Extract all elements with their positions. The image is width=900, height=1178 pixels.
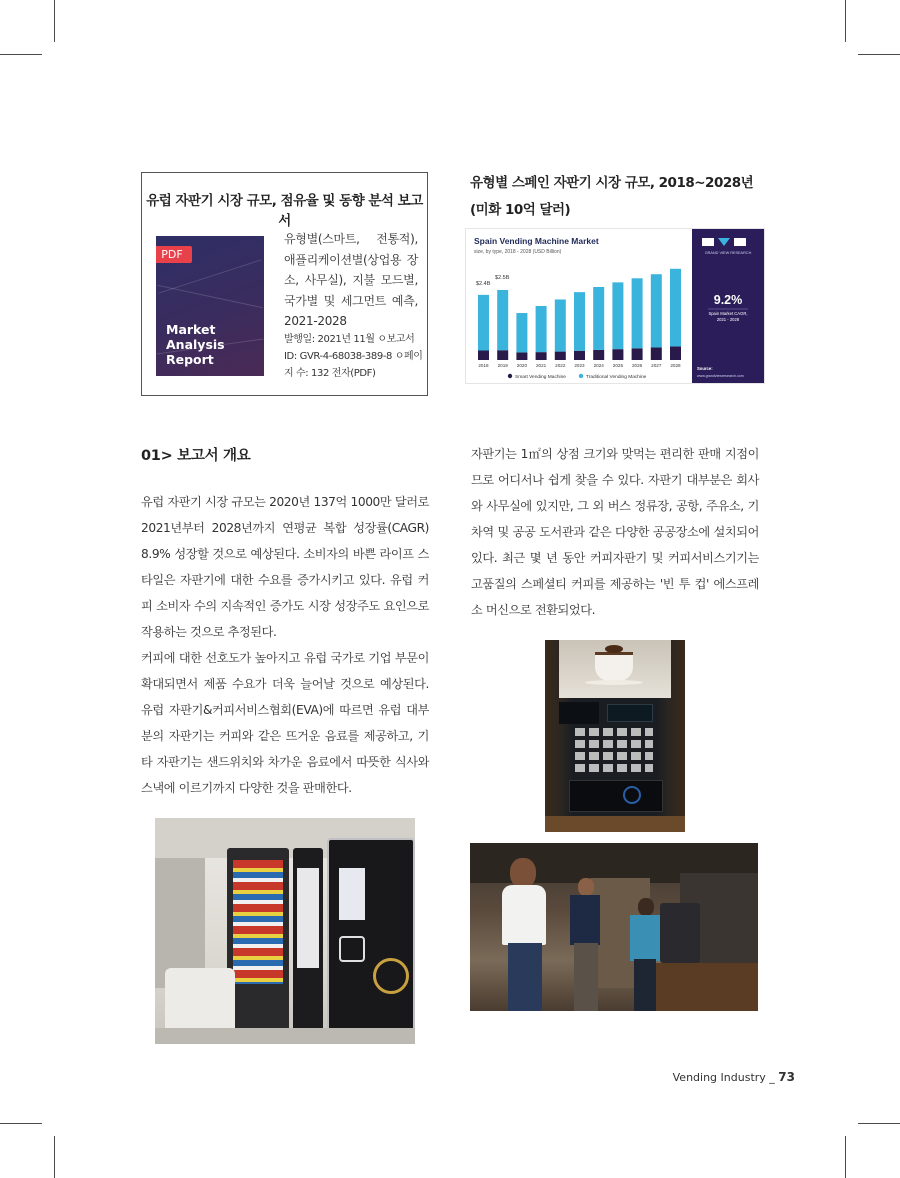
left-column-text: [141, 489, 429, 801]
bar-smart-2026: [632, 348, 643, 360]
crop-mark: [54, 0, 55, 42]
brand-name: GRAND VIEW RESEARCH: [704, 251, 752, 255]
data-label: $2.4B: [476, 281, 491, 287]
report-cover-image: [156, 236, 264, 376]
x-tick-label: 2018: [478, 363, 489, 368]
legend-label-traditional: Traditional Vending Machine: [586, 375, 647, 380]
report-description: 유형별(스마트, 전통적), 애플리케이션별(상업용 장소, 사무실), 지불 모드별, 국가별 및 세그먼트 예측, 2021-2028: [284, 232, 418, 328]
section-heading: 01> 보고서 개요: [141, 448, 251, 464]
bar-smart-2028: [670, 346, 681, 360]
crop-mark: [54, 1136, 55, 1178]
crop-mark: [858, 1123, 900, 1124]
bar-traditional-2027: [651, 274, 662, 347]
bar-traditional-2020: [516, 313, 527, 352]
x-tick-label: 2020: [516, 363, 528, 368]
bar-traditional-2024: [593, 287, 604, 350]
bar-smart-2025: [612, 349, 623, 360]
chart-canvas: [466, 229, 764, 383]
bar-smart-2021: [536, 352, 547, 360]
vending-machines-photo: [155, 818, 415, 1044]
page-footer: [673, 1070, 795, 1084]
crop-mark: [845, 0, 846, 42]
bar-traditional-2023: [574, 292, 585, 351]
bar-traditional-2028: [670, 269, 681, 347]
office-coffee-people-photo: [470, 843, 758, 1011]
bar-smart-2020: [516, 352, 527, 360]
bar-traditional-2026: [632, 278, 643, 348]
crop-mark: [845, 1136, 846, 1178]
cagr-period: 2021 - 2028: [716, 317, 740, 322]
crop-mark: [0, 1123, 42, 1124]
pdf-badge: PDF: [156, 246, 192, 263]
cagr-label: Spain Market CAGR,: [708, 311, 748, 316]
report-info-box: [141, 172, 428, 396]
bar-smart-2019: [497, 350, 508, 360]
x-tick-label: 2021: [535, 363, 547, 368]
x-tick-label: 2022: [555, 363, 566, 368]
data-label: $2.5B: [495, 275, 510, 281]
x-tick-label: 2028: [670, 363, 681, 368]
coffee-vending-machine-photo: [545, 640, 685, 832]
legend-label-smart: Smart Vending Machine: [515, 375, 566, 380]
bar-smart-2022: [555, 352, 566, 360]
x-tick-label: 2027: [651, 363, 662, 368]
crop-mark: [0, 54, 42, 55]
footer-label: Vending Industry _: [672, 1071, 775, 1084]
x-tick-label: 2019: [497, 363, 508, 368]
right-column-text: [471, 441, 759, 623]
bar-smart-2024: [593, 350, 604, 360]
bar-smart-2027: [651, 348, 662, 360]
source-url: www.grandviewresearch.com: [697, 374, 744, 378]
x-tick-label: 2025: [612, 363, 624, 368]
cover-title: Market Analysis Report: [166, 322, 225, 367]
bar-traditional-2019: [497, 290, 508, 350]
paragraph: 자판기는 1㎡의 상점 크기와 맞먹는 편리한 판매 지점이므로 어디서나 쉽게 찾을 수 있다. 자판기 대부분은 회사와 사무실에 있지만, 그 외 버스 정류장, 공항, 주유소, 기차역 및 공공 도서관과 같은 다양한 공공장소에 설치되어 있다. 최근 몇 년 동안 커피자판기 및 커피서비스기기는 고품질의 스페셜티 커피를 제공하는 '빈 투 컵' 에스프레소 머신으로 전환되었다.: [471, 447, 759, 617]
report-title: 유럽 자판기 시장 규모, 점유율 및 동향 분석 보고서: [146, 193, 423, 229]
x-tick-label: 2023: [574, 363, 585, 368]
brand-logo: [702, 238, 746, 246]
legend-swatch-smart: [508, 374, 512, 378]
bar-traditional-2022: [555, 299, 566, 351]
chart-subtitle: size, by type, 2018 - 2028 (USD Billion): [474, 249, 562, 255]
legend-swatch-traditional: [579, 374, 583, 378]
report-meta: 발행일: 2021년 11월 ㅇ보고서 ID: GVR-4-68038-389-8 ㅇ페이 지 수: 132 전자(PDF): [284, 334, 423, 379]
figure-caption: 유형별 스페인 자판기 시장 규모, 2018~2028년 (미화 10억 달러): [470, 175, 754, 218]
bar-traditional-2018: [478, 295, 489, 351]
x-tick-label: 2026: [631, 363, 643, 368]
page-number: 73: [778, 1070, 795, 1084]
bar-smart-2023: [574, 351, 585, 360]
bar-traditional-2025: [612, 282, 623, 349]
bar-smart-2018: [478, 351, 489, 361]
source-label: Source:: [697, 366, 713, 371]
x-tick-label: 2024: [593, 363, 604, 368]
paragraph: 유럽 자판기 시장 규모는 2020년 137억 1000만 달러로 2021년부터 2028년까지 연평균 복합 성장률(CAGR) 8.9% 성장할 것으로 예상된다. 소비자의 바쁜 라이프 스타일은 자판기에 대한 수요를 증가시키고 있다. 유럽 커피 소비자 수의 지속적인 증가도 시장 성장주도 요인으로 작용하는 것으로 추정된다.: [141, 495, 429, 639]
chart-title: Spain Vending Machine Market: [474, 236, 599, 246]
spain-vending-chart: [465, 228, 765, 384]
paragraph: 커피에 대한 선호도가 높아지고 유럽 국가로 기업 부문이 확대되면서 제품 수요가 더욱 늘어날 것으로 예상된다. 유럽 자판기&커피서비스협회(EVA)에 따르면 유럽 대부분의 자판기는 커피와 같은 뜨거운 음료를 제공하고, 기타 자판기는 샌드위치와 차가운 음료에서 따뜻한 식사와 스낵에 이르기까지 다양한 것을 판매한다.: [141, 651, 429, 795]
bar-traditional-2021: [536, 306, 547, 352]
crop-mark: [858, 54, 900, 55]
cagr-value: 9.2%: [713, 293, 743, 307]
